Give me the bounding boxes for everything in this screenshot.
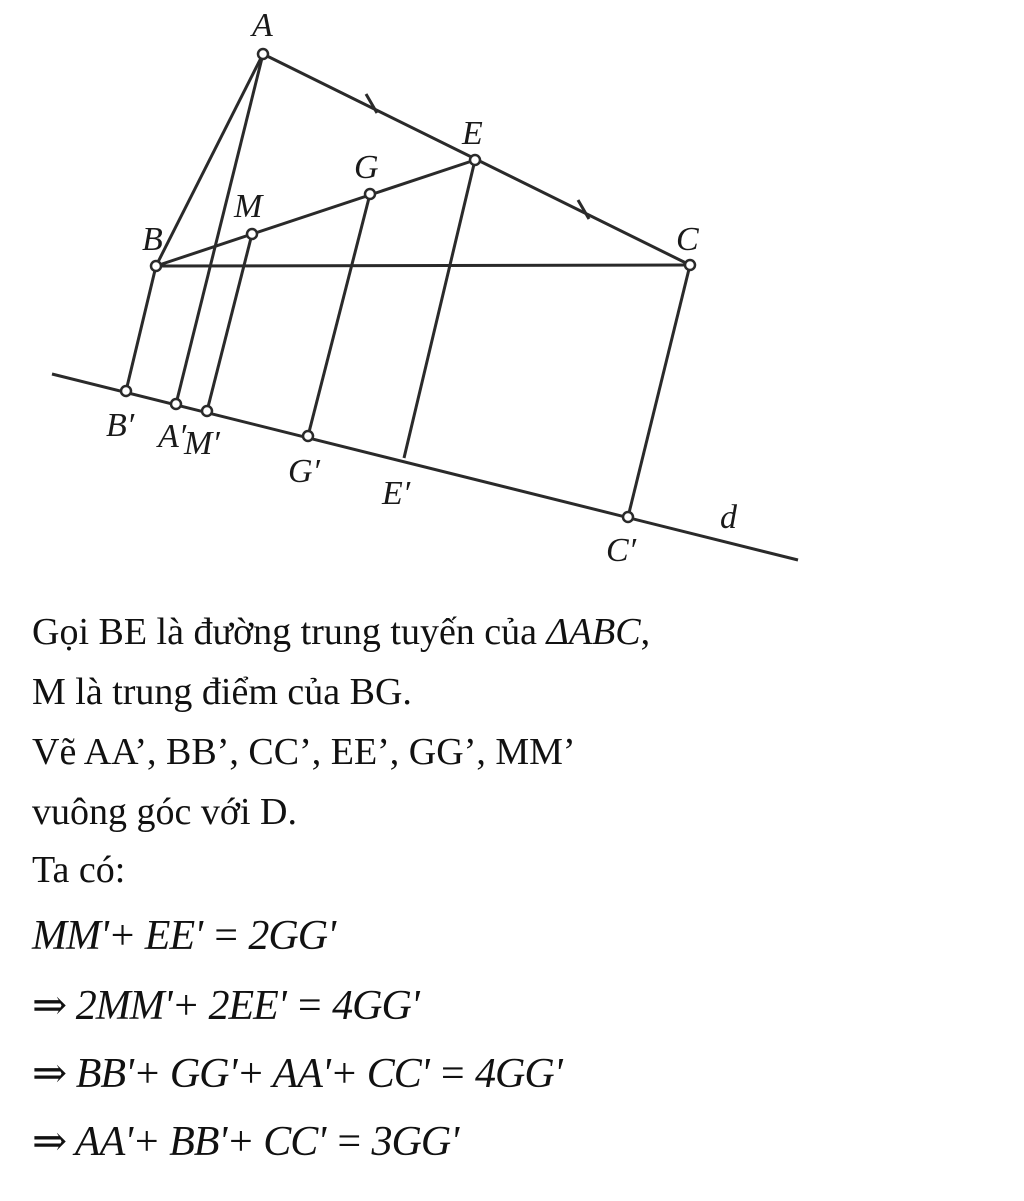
text-line-4: vuông góc với D.	[32, 791, 297, 833]
line-d	[52, 374, 798, 560]
point-Mp	[202, 406, 212, 416]
point-C	[685, 260, 695, 270]
label-A: A	[252, 7, 273, 44]
equation-4: ⇒ AA'+ BB'+ CC' = 3GG'	[32, 1119, 459, 1165]
segment-BE	[156, 160, 475, 266]
point-M	[247, 229, 257, 239]
segment-CCp	[628, 265, 690, 517]
label-C: C	[676, 221, 699, 258]
triangle-abc: ΔABC	[546, 611, 641, 653]
point-Bp	[121, 386, 131, 396]
label-Gp: G′	[288, 453, 320, 490]
label-Cp: C′	[606, 532, 637, 569]
tick-mark-AE	[366, 94, 377, 113]
text-line-1	[32, 610, 650, 654]
label-G: G	[354, 149, 379, 186]
label-d: d	[720, 499, 737, 536]
label-Bp: B′	[106, 407, 135, 444]
text-line-2: M là trung điểm của BG.	[32, 671, 412, 713]
point-Cp	[623, 512, 633, 522]
label-Ep: E′	[382, 475, 411, 512]
segment-MMp	[207, 234, 252, 411]
equation-1: MM'+ EE' = 2GG'	[32, 913, 336, 959]
label-M: M	[234, 188, 263, 225]
segment-BC	[156, 265, 690, 266]
segment-GGp	[308, 194, 370, 436]
point-E	[470, 155, 480, 165]
point-B	[151, 261, 161, 271]
point-G	[365, 189, 375, 199]
equation-2: ⇒ 2MM'+ 2EE' = 4GG'	[32, 983, 419, 1029]
label-E: E	[462, 115, 483, 152]
segment-BBp	[126, 266, 156, 391]
point-A	[258, 49, 268, 59]
point-Ap	[171, 399, 181, 409]
label-B: B	[142, 221, 163, 258]
text-line-1-suffix: ,	[640, 611, 651, 653]
equation-3: ⇒ BB'+ GG'+ AA'+ CC' = 4GG'	[32, 1051, 562, 1097]
segment-EEp	[404, 160, 475, 458]
label-Mp: M′	[184, 425, 220, 462]
text-line-5: Ta có:	[32, 849, 126, 891]
label-Ap: A′	[158, 418, 187, 455]
geometry-figure	[0, 0, 1024, 580]
point-Gp	[303, 431, 313, 441]
text-line-1-prefix: Gọi BE là đường trung tuyến của	[32, 611, 547, 653]
text-line-3: Vẽ AA’, BB’, CC’, EE’, GG’, MM’	[32, 731, 576, 773]
